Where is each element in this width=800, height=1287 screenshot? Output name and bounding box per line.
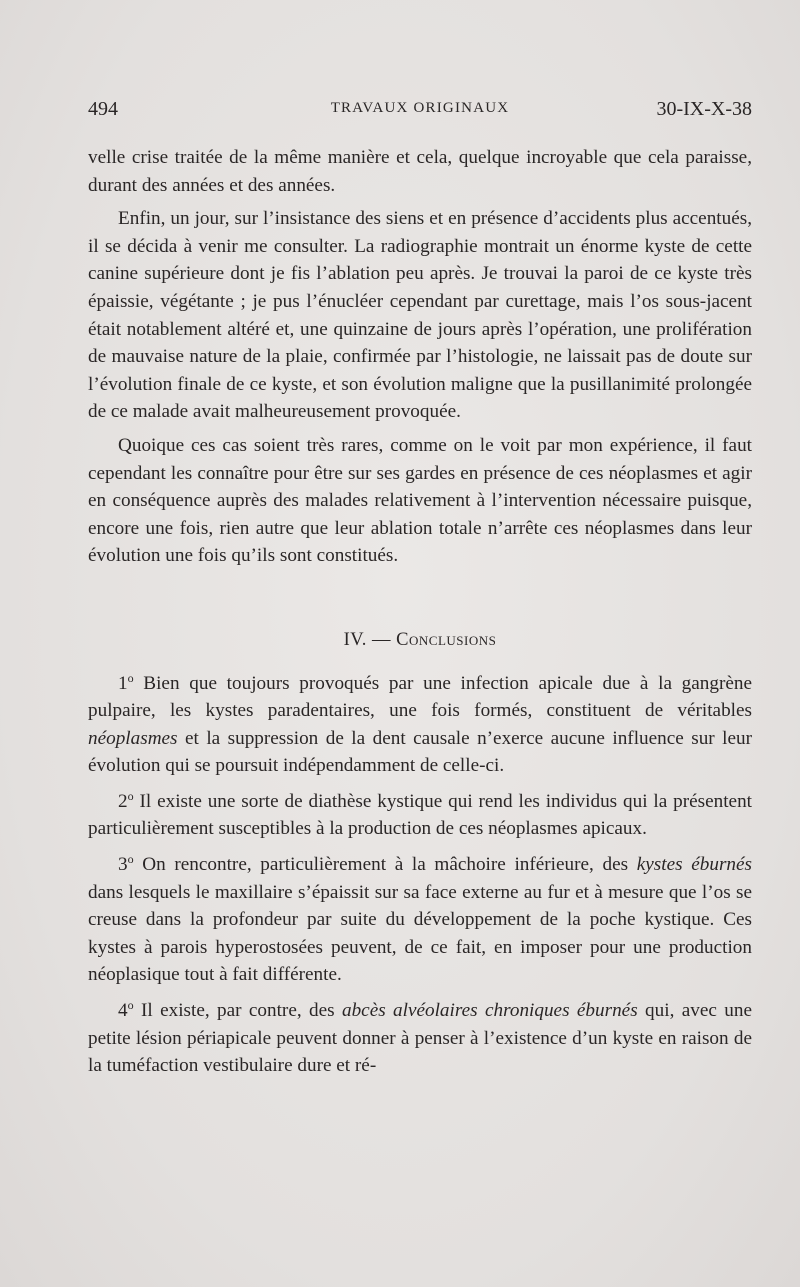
conclusion-text: qui, avec une petite lésion périapicale peuvent donner à penser à l’existence d’un kyste en raison de la tuméfaction vestibulaire dure et ré- [88,1000,752,1077]
conclusion-2 [88,788,752,843]
conclusion-number: 2 [118,790,128,812]
conclusion-text: et la suppression de la dent causale n’exerce aucune influence sur leur évolution qui se poursuit indépendamment de celle-ci. [88,727,752,777]
paragraph-quoique: Quoique ces cas soient très rares, comme on le voit par mon expérience, il faut cependant les connaître pour être sur ses gardes en présence de ces néoplasmes et agir en conséquence auprès des malades relativement à l’intervention nécessaire puisque, encore une fois, rien autre que leur ablation totale n’arrête ces néoplasmes dans leur évolution une fois qu’ils sont constitués. [88,434,752,567]
running-title: TRAVAUX ORIGINAUX [330,100,510,116]
ordinal-mark: o [127,788,134,803]
conclusion-number: 4 [118,1000,128,1022]
emphasis: abcès alvéolaires chroniques éburnés [341,1000,638,1022]
conclusion-text: Il existe, par contre, des [133,1000,342,1022]
conclusion-1 [88,670,752,780]
ordinal-mark: o [127,670,134,685]
article-body [88,144,752,1080]
conclusion-text: Bien que toujours provoqués par une infection apicale due à la gangrène pulpaire, les kystes paradentaires, une fois formés, constituent de véritables [88,672,752,722]
conclusion-number: 1 [118,672,128,694]
conclusion-text: dans lesquels le maxillaire s’épaissit sur sa face externe au fur et à mesure que l’os se creuse dans la profondeur par suite du développement de la poche kystique. Ces kystes à parois hyperostosées peuvent, de ce fait, en imposer pour une production néoplasique tout à fait différente. [88,881,752,986]
emphasis: kystes éburnés [636,854,752,876]
conclusion-4 [88,997,752,1080]
paragraph-continuation: velle crise traitée de la même manière et cela, quelque incroyable que cela paraisse, durant des années et des années. [88,147,752,196]
page-number: 494 [88,98,118,120]
section-heading [88,627,752,655]
section-title: Conclusions [396,629,497,650]
emphasis: néoplasmes [88,727,178,749]
ordinal-mark: o [127,998,134,1013]
page-header [88,98,752,128]
conclusion-text: On rencontre, particulièrement à la mâchoire inférieure, des [133,854,637,876]
ordinal-mark: o [127,852,134,867]
section-number: IV. — [343,629,392,650]
paragraph-enfin: Enfin, un jour, sur l’insistance des siens et en présence d’accidents plus accentués, il se décida à venir me consulter. La radiographie montrait un énorme kyste de cette canine supérieure dont je fis l’ablation peu après. Je trouvai la paroi de ce kyste très épaissie, végétante ; je pus l’énucléer cependant par curettage, mais l’os sous-jacent était notablement altéré et, une quinzaine de jours après l’opération, une prolifération de mauvaise nature de la plaie, confirmée par l’histologie, ne laissait pas de doute sur l’évolution finale de ce kyste, et son évolution maligne que la pusillanimité prolongée de ce malade avait malheureusement provoquée. [88,208,752,423]
issue-date: 30-IX-X-38 [656,98,752,120]
conclusion-number: 3 [118,854,128,876]
conclusion-text: Il existe une sorte de diathèse kystique qui rend les individus qui la présentent particulièrement susceptibles à la production de ces néoplasmes apicaux. [88,790,752,840]
conclusion-3 [88,851,752,989]
